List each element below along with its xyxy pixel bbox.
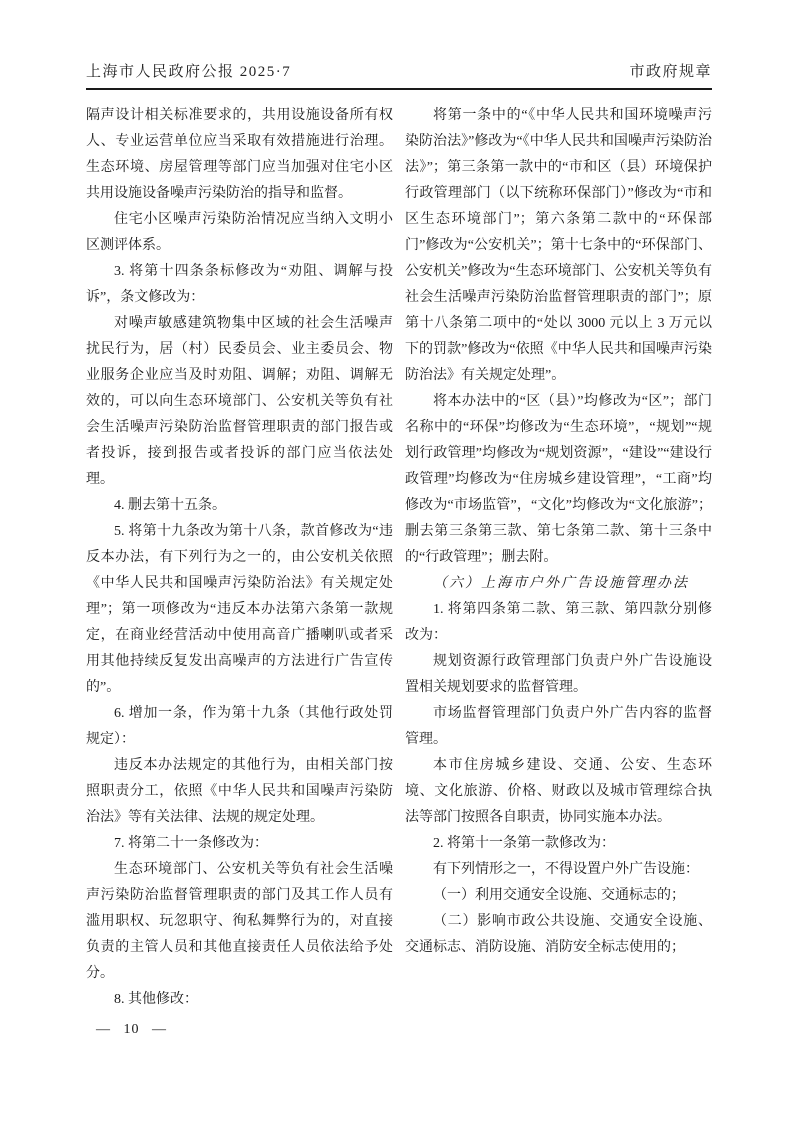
- paragraph: （一）利用交通安全设施、交通标志的；: [433, 888, 685, 903]
- paragraph: 违反本办法规定的其他行为，由相关部门按照职责分工，依照《中华人民共和国噪声污染防治法》等有关法律、法规的规定处理。: [86, 758, 393, 825]
- paragraph: 隔声设计相关标准要求的，共用设施设备所有权人、专业运营单位应当采取有效措施进行治理。生态环境、房屋管理等部门应当加强对住宅小区共用设施设备噪声污染防治的指导和监督。: [86, 108, 393, 201]
- left-column: [86, 103, 393, 1013]
- paragraph: 将本办法中的“区（县）”均修改为“区”；部门名称中的“环保”均修改为“生态环境”，“规划”“规划行政管理”均修改为“规划资源”，“建设”“建设行政管理”均修改为“住房城乡建设管理”，“工商”均修改为“市场监管”，“文化”均修改为“文化旅游”；删去第三条第三款、第七条第二款、第十三条中的“行政管理”；删去附。: [405, 394, 712, 565]
- document-body: [86, 103, 712, 1013]
- page-header: [86, 60, 712, 81]
- paragraph: 有下列情形之一，不得设置户外广告设施：: [433, 862, 699, 877]
- paragraph: 8. 其他修改：: [114, 992, 198, 1007]
- paragraph: 规划资源行政管理部门负责户外广告设施设置相关规划要求的监督管理。: [405, 654, 712, 695]
- paragraph: 6. 增加一条，作为第十九条（其他行政处罚规定）：: [86, 706, 393, 747]
- paragraph: 将第一条中的“《中华人民共和国环境噪声污染防治法》”修改为“《中华人民共和国噪声污染防治法》”；第三条第一款中的“市和区（县）环境保护行政管理部门（以下统称环保部门）”修改为“市和区生态环境部门”；第六条第二款中的“环保部门”修改为“公安机关”；第十七条中的“环保部门、公安机关”修改为“生态环境部门、公安机关等负有社会生活噪声污染防治监督管理职责的部门”；原第十八条第二项中的“处以 3000 元以上 3 万元以下的罚款”修改为“依照《中华人民共和国噪声污染防治法》有关规定处理”。: [405, 108, 712, 383]
- paragraph: 住宅小区噪声污染防治情况应当纳入文明小区测评体系。: [86, 212, 393, 253]
- paragraph: 7. 将第二十一条修改为：: [114, 836, 268, 851]
- page-footer: [96, 1022, 167, 1038]
- paragraph: 3. 将第十四条条标修改为“劝阻、调解与投诉”，条文修改为：: [86, 264, 393, 305]
- paragraph: 本市住房城乡建设、交通、公安、生态环境、文化旅游、价格、财政以及城市管理综合执法等部门按照各自职责，协同实施本办法。: [405, 758, 712, 825]
- paragraph: 对噪声敏感建筑物集中区域的社会生活噪声扰民行为，居（村）民委员会、业主委员会、物业服务企业应当及时劝阻、调解；劝阻、调解无效的，可以向生态环境部门、公安机关等负有社会生活噪声污染防治监督管理职责的部门报告或者投诉，接到报告或者投诉的部门应当依法处理。: [86, 316, 393, 487]
- paragraph: 4. 删去第十五条。: [114, 498, 226, 513]
- section-label: 市政府规章: [629, 64, 712, 80]
- paragraph: 5. 将第十九条改为第十八条，款首修改为“违反本办法，有下列行为之一的，由公安机关依照《中华人民共和国噪声污染防治法》有关规定处理”；第一项修改为“违反本办法第六条第一款规定，在商业经营活动中使用高音广播喇叭或者采用其他持续反复发出高噪声的方法进行广告宣传的”。: [86, 524, 393, 695]
- paragraph: （六）上海市户外广告设施管理办法: [433, 576, 689, 591]
- paragraph: 市场监督管理部门负责户外广告内容的监督管理。: [405, 706, 712, 747]
- right-column: [405, 103, 712, 1013]
- paragraph: 生态环境部门、公安机关等负有社会生活噪声污染防治监督管理职责的部门及其工作人员有滥用职权、玩忽职守、徇私舞弊行为的，对直接负责的主管人员和其他直接责任人员依法给予处分。: [86, 862, 393, 981]
- gazette-title: 上海市人民政府公报 2025·7: [86, 64, 292, 80]
- paragraph: 2. 将第十一条第一款修改为：: [433, 836, 615, 851]
- header-rule: [86, 88, 712, 90]
- page-number: — 10 —: [96, 1022, 167, 1037]
- paragraph: 1. 将第四条第二款、第三款、第四款分别修改为：: [405, 602, 712, 643]
- paragraph: （二）影响市政公共设施、交通安全设施、交通标志、消防设施、消防安全标志使用的；: [405, 914, 712, 955]
